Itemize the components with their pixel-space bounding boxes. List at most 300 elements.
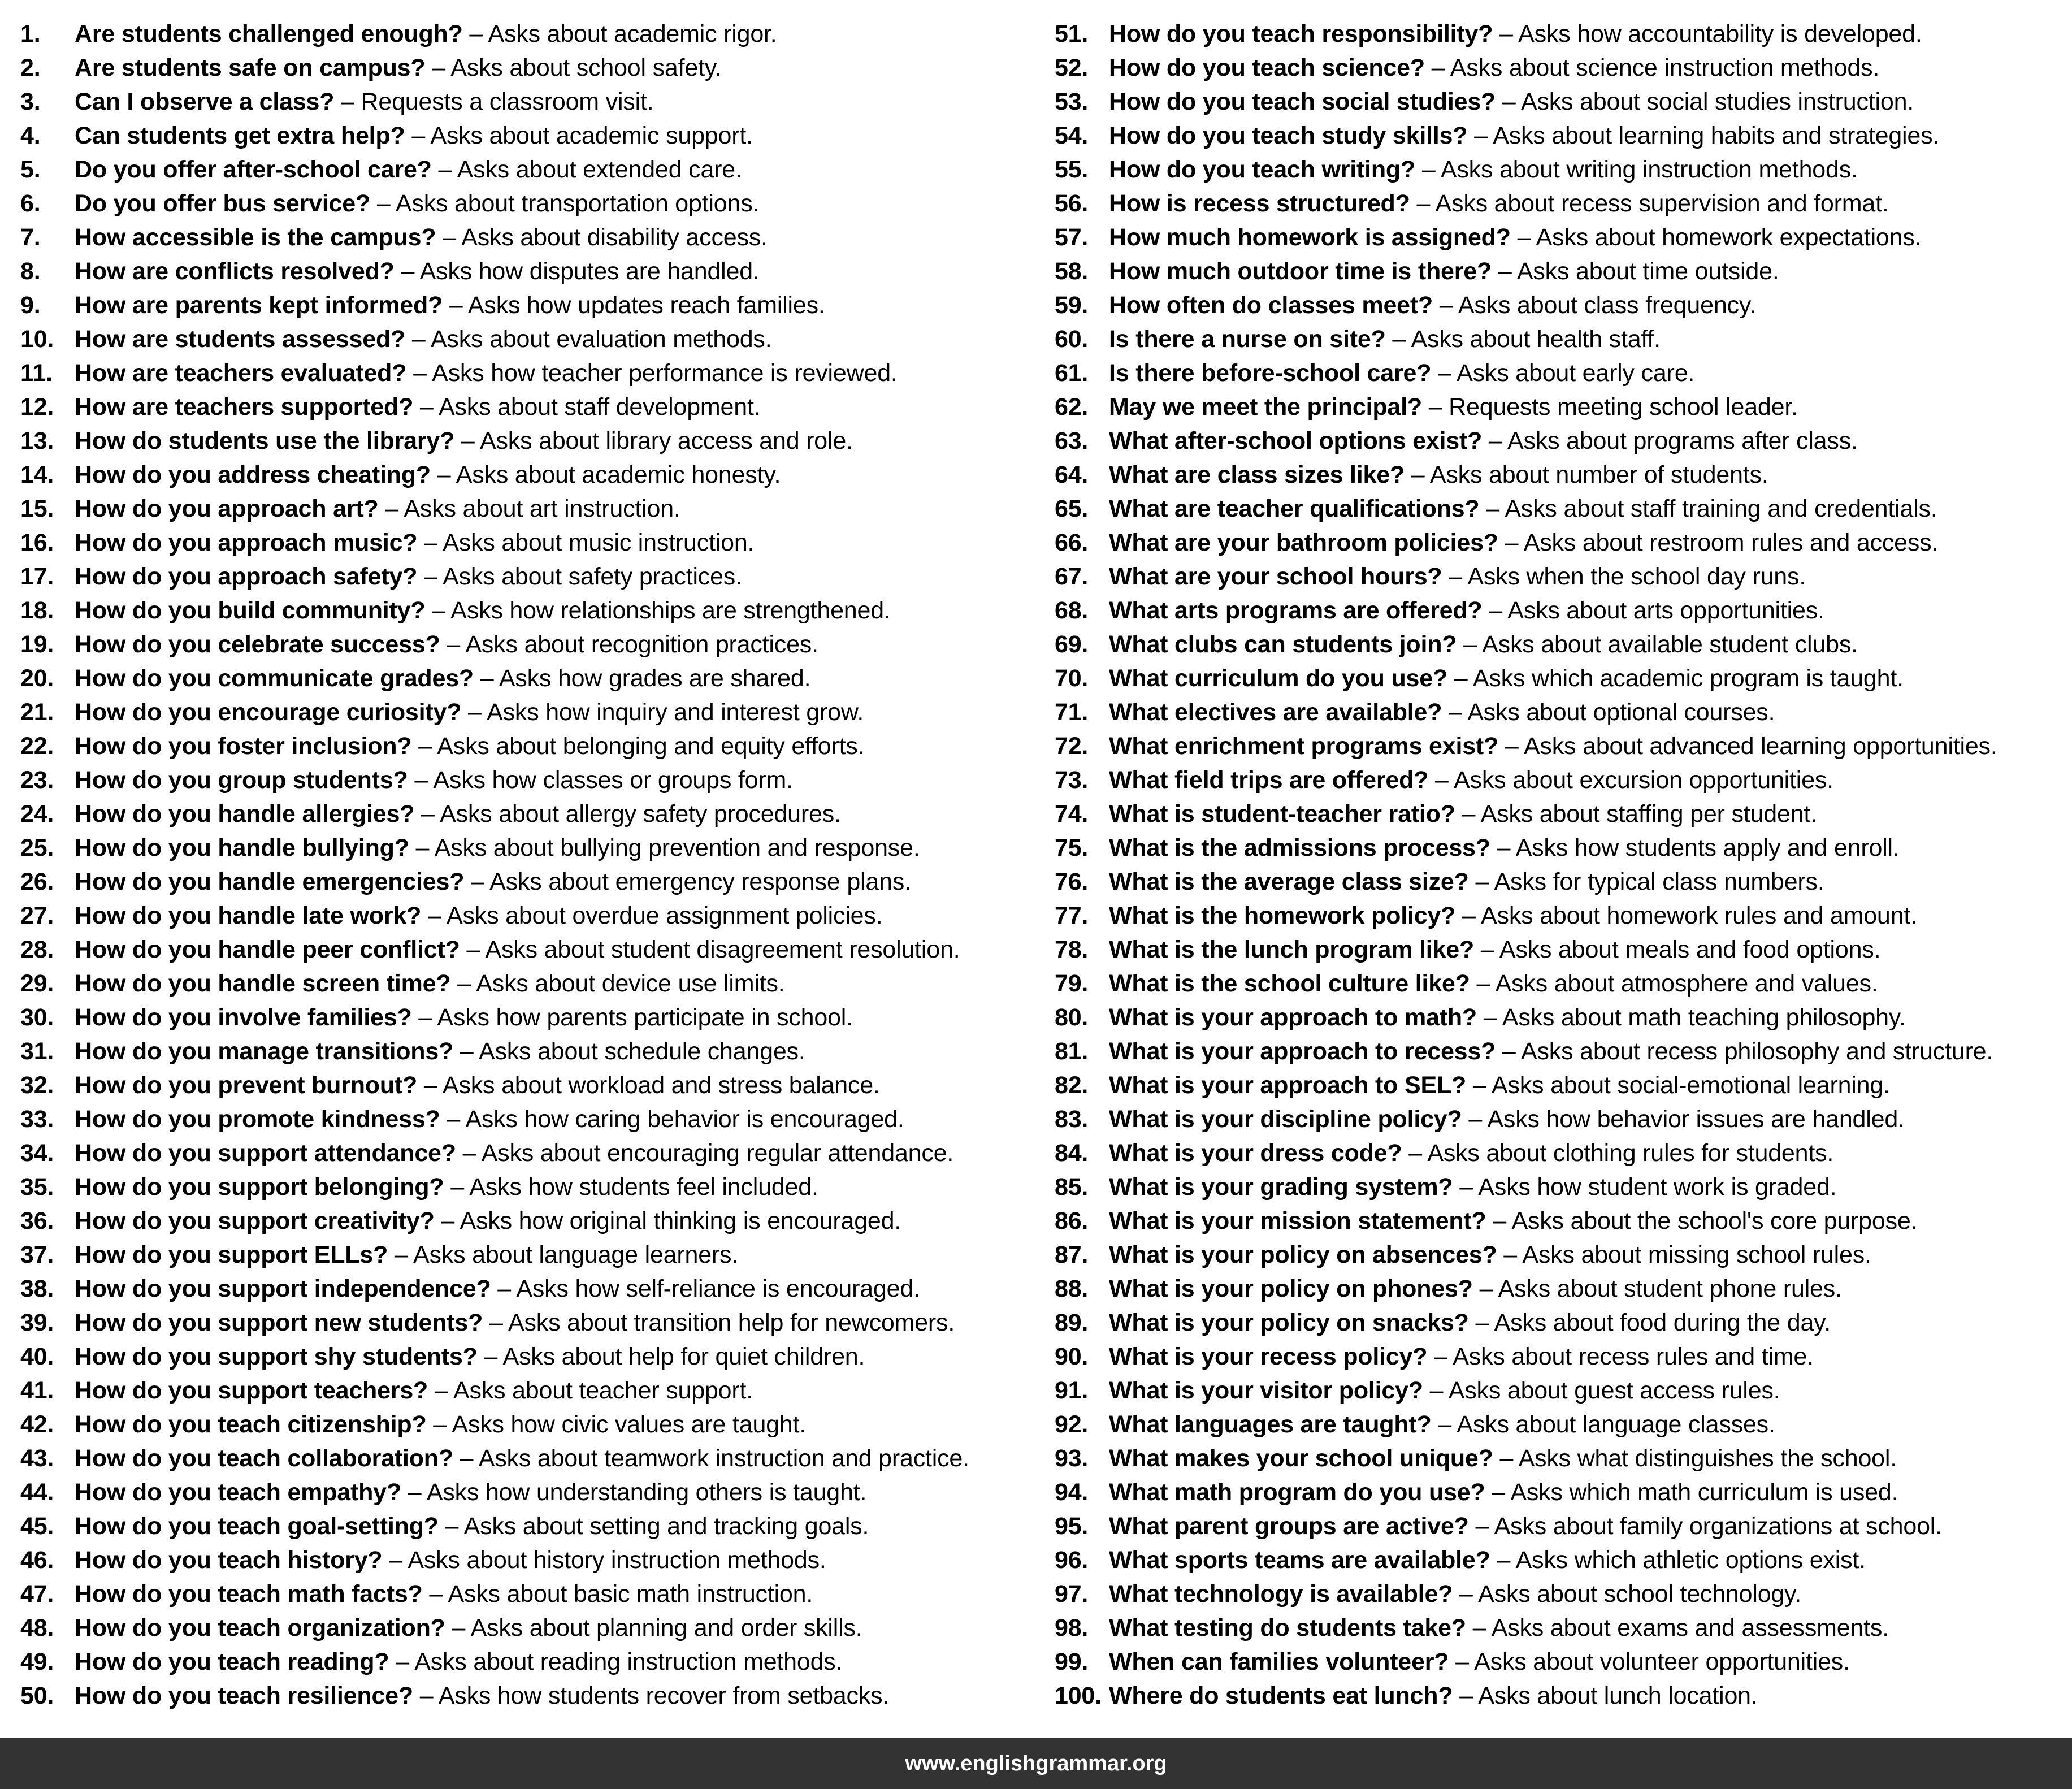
item-text (75, 865, 911, 899)
item-question: How do you handle screen time? (75, 970, 451, 997)
item-text (1109, 831, 1900, 865)
list-item (20, 1509, 1055, 1543)
item-separator: – (460, 1038, 474, 1065)
item-text (75, 1102, 904, 1136)
item-question: How do you teach organization? (75, 1614, 445, 1641)
item-text (1109, 526, 1938, 560)
list-item (20, 1000, 1055, 1034)
item-number: 1. (20, 20, 41, 47)
list-item (1055, 1170, 2072, 1204)
item-number: 31. (20, 1038, 54, 1065)
item-separator: – (401, 258, 415, 285)
item-text (1109, 458, 1768, 492)
item-description: Asks how behavior issues are handled. (1487, 1106, 1905, 1133)
item-question: How do you teach social studies? (1109, 88, 1496, 115)
item-description: Asks how students recover from setbacks. (438, 1682, 890, 1709)
item-separator: – (1492, 1479, 1505, 1506)
item-text (1109, 1577, 1801, 1611)
item-question: What is student-teacher ratio? (1109, 800, 1455, 828)
item-text (1109, 967, 1878, 1000)
item-question: How do you manage transitions? (75, 1038, 454, 1065)
item-question: How do you approach art? (75, 495, 379, 522)
item-text (1109, 594, 1824, 627)
item-description: Asks about social studies instruction. (1520, 88, 1914, 115)
item-question: How do you teach reading? (75, 1648, 389, 1675)
item-question: How do you approach safety? (75, 563, 418, 590)
item-question: How do you promote kindness? (75, 1106, 440, 1133)
item-description: Asks about encouraging regular attendance. (481, 1140, 954, 1167)
item-number: 100. (1055, 1682, 1102, 1709)
item-question: How do you support belonging? (75, 1173, 444, 1201)
item-separator: – (1475, 1309, 1489, 1336)
item-text (1109, 695, 1775, 729)
item-text (1109, 492, 1937, 526)
item-separator: – (449, 292, 463, 319)
item-text (75, 1170, 818, 1204)
item-text (1109, 1441, 1897, 1475)
item-separator: – (1459, 1580, 1473, 1608)
item-text (1109, 1543, 1866, 1577)
list-item (1055, 424, 2072, 458)
item-separator: – (1434, 1343, 1447, 1370)
item-question: How are parents kept informed? (75, 292, 443, 319)
list-item (20, 1034, 1055, 1068)
item-question: How do you support teachers? (75, 1377, 428, 1404)
list-item (20, 526, 1055, 560)
item-question: May we meet the principal? (1109, 393, 1422, 421)
item-separator: – (441, 1207, 455, 1234)
item-separator: – (424, 563, 437, 590)
list-item (1055, 322, 2072, 356)
item-text (75, 51, 722, 85)
item-description: Asks about optional courses. (1467, 699, 1775, 726)
list-item (20, 1102, 1055, 1136)
item-text (75, 390, 760, 424)
item-separator: – (457, 970, 471, 997)
item-text (1109, 1102, 1905, 1136)
list-item (1055, 763, 2072, 797)
item-separator: – (389, 1547, 402, 1574)
item-text (1109, 1136, 1833, 1170)
list-item (1055, 1272, 2072, 1306)
item-description: Asks about art instruction. (404, 495, 680, 522)
item-description: Asks how understanding others is taught. (426, 1479, 867, 1506)
item-number: 96. (1055, 1547, 1089, 1574)
item-separator: – (468, 699, 482, 726)
item-text (1109, 51, 1879, 85)
item-question: How do you handle emergencies? (75, 868, 465, 895)
item-number: 81. (1055, 1038, 1089, 1065)
item-text (1109, 1204, 1917, 1238)
item-number: 16. (20, 529, 54, 556)
item-text (1109, 220, 1921, 254)
item-text (75, 1611, 862, 1645)
item-description: Asks about transition help for newcomers. (508, 1309, 955, 1336)
list-item (1055, 526, 2072, 560)
item-text (75, 763, 793, 797)
item-question: How do you teach study skills? (1109, 122, 1468, 149)
item-separator: – (1434, 766, 1449, 794)
item-description: Asks about setting and tracking goals. (463, 1513, 869, 1540)
item-description: Asks about school safety. (450, 54, 722, 81)
item-text (75, 899, 882, 933)
item-separator: – (489, 1309, 503, 1336)
item-description: Asks about excursion opportunities. (1454, 766, 1833, 794)
item-number: 54. (1055, 122, 1089, 149)
item-separator: – (418, 733, 432, 760)
item-number: 7. (20, 224, 41, 251)
item-description: Asks about reading instruction methods. (414, 1648, 843, 1675)
item-number: 63. (1055, 427, 1089, 454)
item-description: Asks about staffing per student. (1480, 800, 1817, 828)
item-number: 77. (1055, 902, 1089, 929)
item-question: How do you handle late work? (75, 902, 422, 929)
item-separator: – (1438, 359, 1451, 387)
item-description: Asks about staff development. (438, 393, 761, 421)
item-text (75, 458, 781, 492)
item-question: How do you teach science? (1109, 54, 1425, 81)
item-separator: – (1459, 1173, 1473, 1201)
item-question: How do you support ELLs? (75, 1241, 388, 1268)
item-text (1109, 1170, 1836, 1204)
list-item (20, 695, 1055, 729)
item-number: 37. (20, 1241, 54, 1268)
item-separator: – (1498, 258, 1512, 285)
list-item (20, 322, 1055, 356)
item-text (75, 187, 759, 220)
item-text (1109, 288, 1756, 322)
item-question: What parent groups are active? (1109, 1513, 1469, 1540)
list-item (20, 1340, 1055, 1374)
item-description: Asks about help for quiet children. (502, 1343, 865, 1370)
item-text (75, 1136, 953, 1170)
item-separator: – (1472, 1614, 1486, 1641)
item-number: 44. (20, 1479, 54, 1506)
list-item (20, 492, 1055, 526)
item-description: Asks about clothing rules for students. (1427, 1140, 1834, 1167)
item-description: Asks about schedule changes. (478, 1038, 805, 1065)
item-separator: – (462, 1140, 476, 1167)
item-question: What are your school hours? (1109, 563, 1442, 590)
item-number: 66. (1055, 529, 1089, 556)
item-question: How much outdoor time is there? (1109, 258, 1492, 285)
item-separator: – (413, 359, 427, 387)
list-item (1055, 1475, 2072, 1509)
item-question: Is there before-school care? (1109, 359, 1432, 387)
item-text (75, 526, 754, 560)
item-number: 8. (20, 258, 41, 285)
item-separator: – (432, 54, 445, 81)
item-question: What are teacher qualifications? (1109, 495, 1480, 522)
item-number: 95. (1055, 1513, 1089, 1540)
item-number: 17. (20, 563, 54, 590)
item-separator: – (1463, 631, 1477, 658)
list-item (1055, 288, 2072, 322)
list-item (1055, 1102, 2072, 1136)
item-number: 26. (20, 868, 54, 895)
list-item (1055, 458, 2072, 492)
item-separator: – (1392, 326, 1406, 353)
item-description: Asks about meals and food options. (1499, 936, 1881, 963)
item-description: Asks how disputes are handled. (419, 258, 760, 285)
item-question: Can I observe a class? (75, 88, 335, 115)
list-item (1055, 560, 2072, 594)
item-text (1109, 119, 1939, 153)
item-number: 53. (1055, 88, 1089, 115)
list-item (20, 424, 1055, 458)
item-question: How do you teach responsibility? (1109, 20, 1493, 47)
item-text (1109, 797, 1817, 831)
list-item (1055, 1238, 2072, 1272)
item-text (1109, 1679, 1758, 1713)
footer-bar (0, 1738, 2072, 1789)
item-question: How do you support new students? (75, 1309, 483, 1336)
item-text (1109, 390, 1798, 424)
item-number: 68. (1055, 597, 1089, 624)
item-question: What curriculum do you use? (1109, 665, 1448, 692)
item-description: Asks how student work is graded. (1478, 1173, 1837, 1201)
item-separator: – (408, 1479, 422, 1506)
item-separator: – (452, 1614, 466, 1641)
list-item (20, 627, 1055, 661)
item-text (75, 831, 920, 865)
item-text (1109, 1000, 1906, 1034)
item-question: How are teachers evaluated? (75, 359, 407, 387)
item-description: Asks about emergency response plans. (489, 868, 911, 895)
item-text (75, 17, 777, 51)
item-number: 99. (1055, 1648, 1089, 1675)
item-question: How often do classes meet? (1109, 292, 1433, 319)
list-item (20, 187, 1055, 220)
item-text (75, 1034, 805, 1068)
item-description: Asks about class frequency. (1458, 292, 1756, 319)
item-number: 9. (20, 292, 41, 319)
item-question: What is your policy on absences? (1109, 1241, 1497, 1268)
item-text (75, 1407, 806, 1441)
list-item (20, 390, 1055, 424)
item-text (1109, 763, 1833, 797)
list-item (1055, 390, 2072, 424)
item-text (75, 424, 853, 458)
item-number: 91. (1055, 1377, 1089, 1404)
item-separator: – (429, 1580, 443, 1608)
item-separator: – (396, 1648, 409, 1675)
item-description: Asks about homework expectations. (1536, 224, 1922, 251)
item-number: 69. (1055, 631, 1089, 658)
item-description: Asks about social-emotional learning. (1491, 1072, 1890, 1099)
item-number: 62. (1055, 393, 1089, 421)
item-question: What is your policy on phones? (1109, 1275, 1473, 1302)
item-question: How do you involve families? (75, 1004, 412, 1031)
list-item (20, 254, 1055, 288)
item-description: Asks about number of students. (1429, 461, 1768, 488)
item-text (75, 254, 760, 288)
item-description: Asks how relationships are strengthened. (450, 597, 891, 624)
item-separator: – (445, 1513, 459, 1540)
item-question: What are class sizes like? (1109, 461, 1405, 488)
list-item (1055, 1306, 2072, 1340)
item-text (1109, 933, 1880, 967)
list-item (1055, 1577, 2072, 1611)
item-description: Asks about basic math instruction. (448, 1580, 813, 1608)
item-separator: – (1503, 1241, 1518, 1268)
item-question: How do you build community? (75, 597, 426, 624)
item-separator: – (1480, 936, 1494, 963)
item-number: 34. (20, 1140, 54, 1167)
item-text (1109, 729, 1997, 763)
item-description: Asks about early care. (1457, 359, 1695, 387)
list-item (1055, 119, 2072, 153)
item-text (1109, 1034, 1993, 1068)
item-text (1109, 187, 1889, 220)
item-text (1109, 17, 1922, 51)
question-column-left (20, 17, 1055, 1713)
list-item (20, 594, 1055, 627)
item-separator: – (427, 902, 441, 929)
item-separator: – (1459, 1682, 1473, 1709)
item-question: What is your mission statement? (1109, 1207, 1486, 1234)
item-description: Asks about recognition practices. (465, 631, 818, 658)
item-question: Do you offer after-school care? (75, 156, 432, 183)
item-description: Asks which academic program is taught. (1472, 665, 1904, 692)
item-text (75, 695, 864, 729)
item-separator: – (471, 868, 484, 895)
item-separator: – (1505, 529, 1519, 556)
item-description: Asks about available student clubs. (1482, 631, 1858, 658)
item-number: 41. (20, 1377, 54, 1404)
item-text (75, 1543, 826, 1577)
item-text (1109, 1272, 1842, 1306)
item-question: How do you teach math facts? (75, 1580, 423, 1608)
item-description: Asks how updates reach families. (467, 292, 825, 319)
item-separator: – (1502, 88, 1516, 115)
item-description: Asks how teacher performance is reviewed. (432, 359, 898, 387)
list-item (20, 661, 1055, 695)
item-number: 57. (1055, 224, 1089, 251)
item-text (1109, 899, 1917, 933)
list-item (20, 729, 1055, 763)
item-separator: – (415, 834, 430, 861)
question-column-right (1055, 17, 2072, 1713)
list-item (20, 1136, 1055, 1170)
list-item (20, 763, 1055, 797)
item-text (1109, 865, 1824, 899)
item-description: Asks about allergy safety procedures. (440, 800, 841, 828)
list-item (20, 1238, 1055, 1272)
item-text (75, 1441, 969, 1475)
item-description: Asks how grades are shared. (499, 665, 811, 692)
item-description: Asks about bullying prevention and response. (434, 834, 920, 861)
item-separator: – (1462, 800, 1476, 828)
item-number: 80. (1055, 1004, 1089, 1031)
list-item (1055, 492, 2072, 526)
item-question: How do you teach collaboration? (75, 1445, 453, 1472)
item-number: 27. (20, 902, 54, 929)
item-separator: – (1449, 699, 1462, 726)
item-text (75, 1679, 889, 1713)
item-number: 4. (20, 122, 41, 149)
item-question: Are students safe on campus? (75, 54, 426, 81)
item-number: 28. (20, 936, 54, 963)
list-item (20, 119, 1055, 153)
item-description: Asks about teamwork instruction and practice. (478, 1445, 969, 1472)
list-item (20, 17, 1055, 51)
item-description: Asks about science instruction methods. (1450, 54, 1880, 81)
item-question: How do you support attendance? (75, 1140, 456, 1167)
list-item (20, 1441, 1055, 1475)
item-separator: – (1502, 1038, 1516, 1065)
item-description: Asks about missing school rules. (1522, 1241, 1871, 1268)
item-question: How do you address cheating? (75, 461, 431, 488)
item-description: Asks about teacher support. (453, 1377, 753, 1404)
list-item (20, 51, 1055, 85)
item-number: 87. (1055, 1241, 1089, 1268)
item-text (1109, 1475, 1898, 1509)
item-text (75, 153, 742, 187)
item-question: What sports teams are available? (1109, 1547, 1490, 1574)
item-question: What math program do you use? (1109, 1479, 1485, 1506)
item-number: 23. (20, 766, 54, 794)
item-description: Asks which math curriculum is used. (1510, 1479, 1898, 1506)
item-question: What is the school culture like? (1109, 970, 1470, 997)
item-number: 94. (1055, 1479, 1089, 1506)
list-item (20, 1170, 1055, 1204)
list-item (1055, 831, 2072, 865)
item-separator: – (443, 224, 456, 251)
item-text (75, 1645, 842, 1679)
item-question: What is the lunch program like? (1109, 936, 1475, 963)
item-number: 50. (20, 1682, 54, 1709)
item-separator: – (1505, 733, 1519, 760)
item-separator: – (1517, 224, 1531, 251)
item-separator: – (450, 1173, 464, 1201)
item-separator: – (1408, 1140, 1422, 1167)
item-number: 83. (1055, 1106, 1089, 1133)
item-question: How do you approach music? (75, 529, 418, 556)
item-text (1109, 85, 1914, 119)
item-question: What is your discipline policy? (1109, 1106, 1462, 1133)
item-separator: – (1479, 1275, 1493, 1302)
list-item (20, 831, 1055, 865)
item-number: 93. (1055, 1445, 1089, 1472)
item-separator: – (437, 461, 451, 488)
item-text (75, 220, 768, 254)
item-separator: – (421, 800, 435, 828)
item-separator: – (1411, 461, 1425, 488)
list-item (20, 1611, 1055, 1645)
footer-url[interactable]: www.englishgrammar.org (905, 1752, 1167, 1775)
list-item (20, 85, 1055, 119)
item-number: 88. (1055, 1275, 1089, 1302)
list-item (20, 1068, 1055, 1102)
item-text (75, 119, 753, 153)
item-separator: – (423, 1072, 437, 1099)
item-number: 74. (1055, 800, 1089, 828)
list-item (1055, 899, 2072, 933)
item-description: Asks about device use limits. (476, 970, 785, 997)
item-separator: – (460, 1445, 474, 1472)
item-text (1109, 1340, 1814, 1374)
item-separator: – (411, 122, 426, 149)
item-description: Asks about time outside. (1516, 258, 1779, 285)
item-text (75, 1475, 866, 1509)
item-separator: – (1472, 1072, 1486, 1099)
item-separator: – (1489, 597, 1502, 624)
item-number: 21. (20, 699, 54, 726)
item-question: What is your dress code? (1109, 1140, 1402, 1167)
item-number: 20. (20, 665, 54, 692)
item-question: How do you teach resilience? (75, 1682, 413, 1709)
